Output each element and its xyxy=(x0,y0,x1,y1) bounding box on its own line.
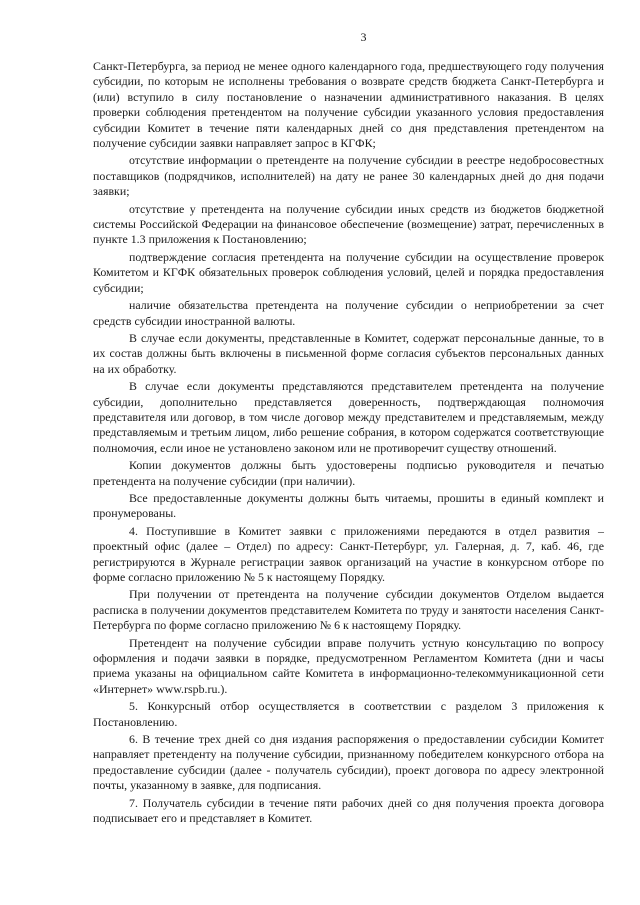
paragraph-8: Копии документов должны быть удостоверены подписью руководителя и печатью претендента на получение субсидии (при наличии). xyxy=(93,458,604,488)
paragraph-12: Претендент на получение субсидии вправе получить устную консультацию по вопросу оформления и подачи заявки в порядке, предусмотренном Регламентом Комитета (дни и часы приема указаны на официальном сайте Комитета в информационно-телекоммуникационной сети «Интернет» www.rspb.ru.). xyxy=(93,635,604,696)
paragraph-5: наличие обязательства претендента на получение субсидии о неприобретении за счет средств субсидии иностранной валюты. xyxy=(93,298,604,328)
paragraph-9: Все предоставленные документы должны быть читаемы, прошиты в единый комплект и пронумерованы. xyxy=(93,490,604,521)
paragraph-4: подтверждение согласия претендента на получение субсидии на осуществление проверок Комитетом и КГФК обязательных проверок соблюдения условий, целей и порядка предоставления субсидии; xyxy=(93,249,604,295)
paragraph-13: 5. Конкурсный отбор осуществляется в соответствии с разделом 3 приложения к Постановлению. xyxy=(93,699,604,729)
document-body xyxy=(93,59,604,827)
paragraph-10: 4. Поступившие в Комитет заявки с приложениями передаются в отдел развития – проектный офис (далее – Отдел) по адресу: Санкт-Петербург, ул. Галерная, д. 7, каб. 46, где регистрируются в Журнале регистрации заявок организаций на участие в конкурсном отборе по форме согласно приложению № 5 к настоящему Порядку. xyxy=(93,523,604,584)
page-number: 3 xyxy=(360,30,367,44)
paragraph-11: При получении от претендента на получение субсидии документов Отделом выдается расписка в получении документов представителем Комитета по труду и занятости населения Санкт-Петербурга по форме согласно приложению № 6 к настоящему Порядку. xyxy=(93,587,604,633)
paragraph-2: отсутствие информации о претенденте на получение субсидии в реестре недобросовестных поставщиков (подрядчиков, исполнителей) на дату не ранее 30 календарных дней до дня подачи заявки; xyxy=(93,153,604,199)
paragraph-6: В случае если документы, представленные в Комитет, содержат персональные данные, то в их состав должны быть включены в письменной форме согласия субъектов персональных данных на их обработку. xyxy=(93,330,604,376)
paragraph-7: В случае если документы представляются представителем претендента на получение субсидии, дополнительно представляется доверенность, подтверждающая полномочия представителя или договор, в том числе договор между представителем и представляемым, между представляемым и третьим лицом, либо решение собрания, в котором содержатся соответствующие полномочия, если иное не установлено законом или не противоречит существу отношений. xyxy=(93,379,604,455)
paragraph-1: Санкт-Петербурга, за период не менее одного календарного года, предшествующего году получения субсидии, по которым не исполнены требования о возврате средств бюджета Санкт-Петербурга и (или) вступило в силу постановление о назначении административного наказания. В целях проверки соблюдения претендентом на получение субсидии указанного условия предоставления субсидии Комитет в течение пяти календарных дней со дня представления претендентом на получение субсидии заявки направляет запрос в КГФК; xyxy=(93,59,604,151)
paragraph-14: 6. В течение трех дней со дня издания распоряжения о предоставлении субсидии Комитет направляет претенденту на получение субсидии, признанному победителем конкурсного отбора на предоставление субсидии (далее - получатель субсидии), проект договора по адресу электронной почты, указанному в заявке, для подписания. xyxy=(93,732,604,793)
paragraph-15: 7. Получатель субсидии в течение пяти рабочих дней со дня получения проекта договора подписывает его и представляет в Комитет. xyxy=(93,795,604,826)
paragraph-3: отсутствие у претендента на получение субсидии иных средств из бюджетов бюджетной системы Российской Федерации на финансовое обеспечение (возмещение) затрат, перечисленных в пункте 1.3 приложения к Постановлению; xyxy=(93,201,604,247)
